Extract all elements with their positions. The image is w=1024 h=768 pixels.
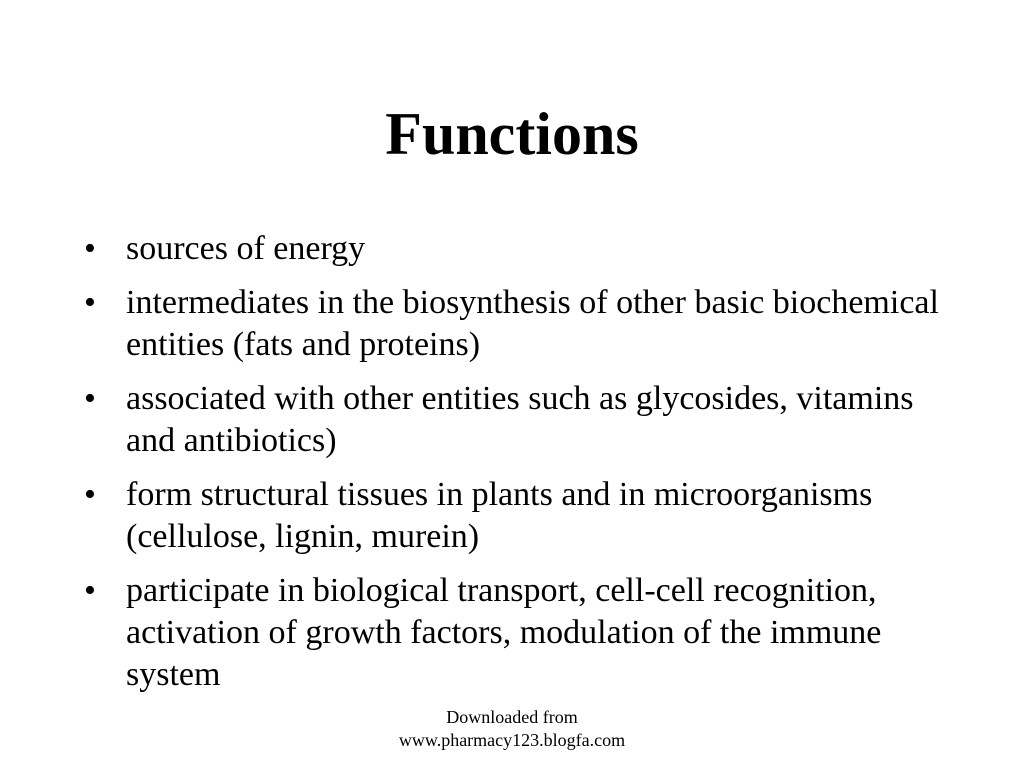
bullet-text: form structural tissues in plants and in microorganisms (cellulose, lignin, murein)	[126, 476, 873, 555]
bullet-icon: •	[84, 572, 96, 609]
bullet-item-intermediates	[84, 282, 944, 366]
bullet-text: sources of energy	[126, 230, 366, 267]
bullet-list	[84, 228, 944, 696]
bullet-item-associated-entities	[84, 378, 944, 462]
footer-line-2: www.pharmacy123.blogfa.com	[398, 730, 626, 750]
footer-source	[0, 706, 1024, 752]
footer-line-1: Downloaded from	[446, 707, 578, 727]
bullet-icon: •	[84, 476, 96, 513]
bullet-text: associated with other entities such as glycosides, vitamins and antibiotics)	[126, 380, 914, 459]
bullet-text: intermediates in the biosynthesis of other basic biochemical entities (fats and proteins)	[126, 284, 939, 363]
bullet-text: participate in biological transport, cell-cell recognition, activation of growth factors, modulation of the immune system	[126, 572, 882, 693]
bullet-item-structural-tissues	[84, 474, 944, 558]
bullet-item-sources-of-energy	[84, 228, 944, 270]
slide-title: Functions	[385, 101, 639, 167]
bullet-icon: •	[84, 284, 96, 321]
bullet-icon: •	[84, 380, 96, 417]
bullet-item-biological-transport	[84, 570, 944, 696]
bullet-icon: •	[84, 230, 96, 267]
